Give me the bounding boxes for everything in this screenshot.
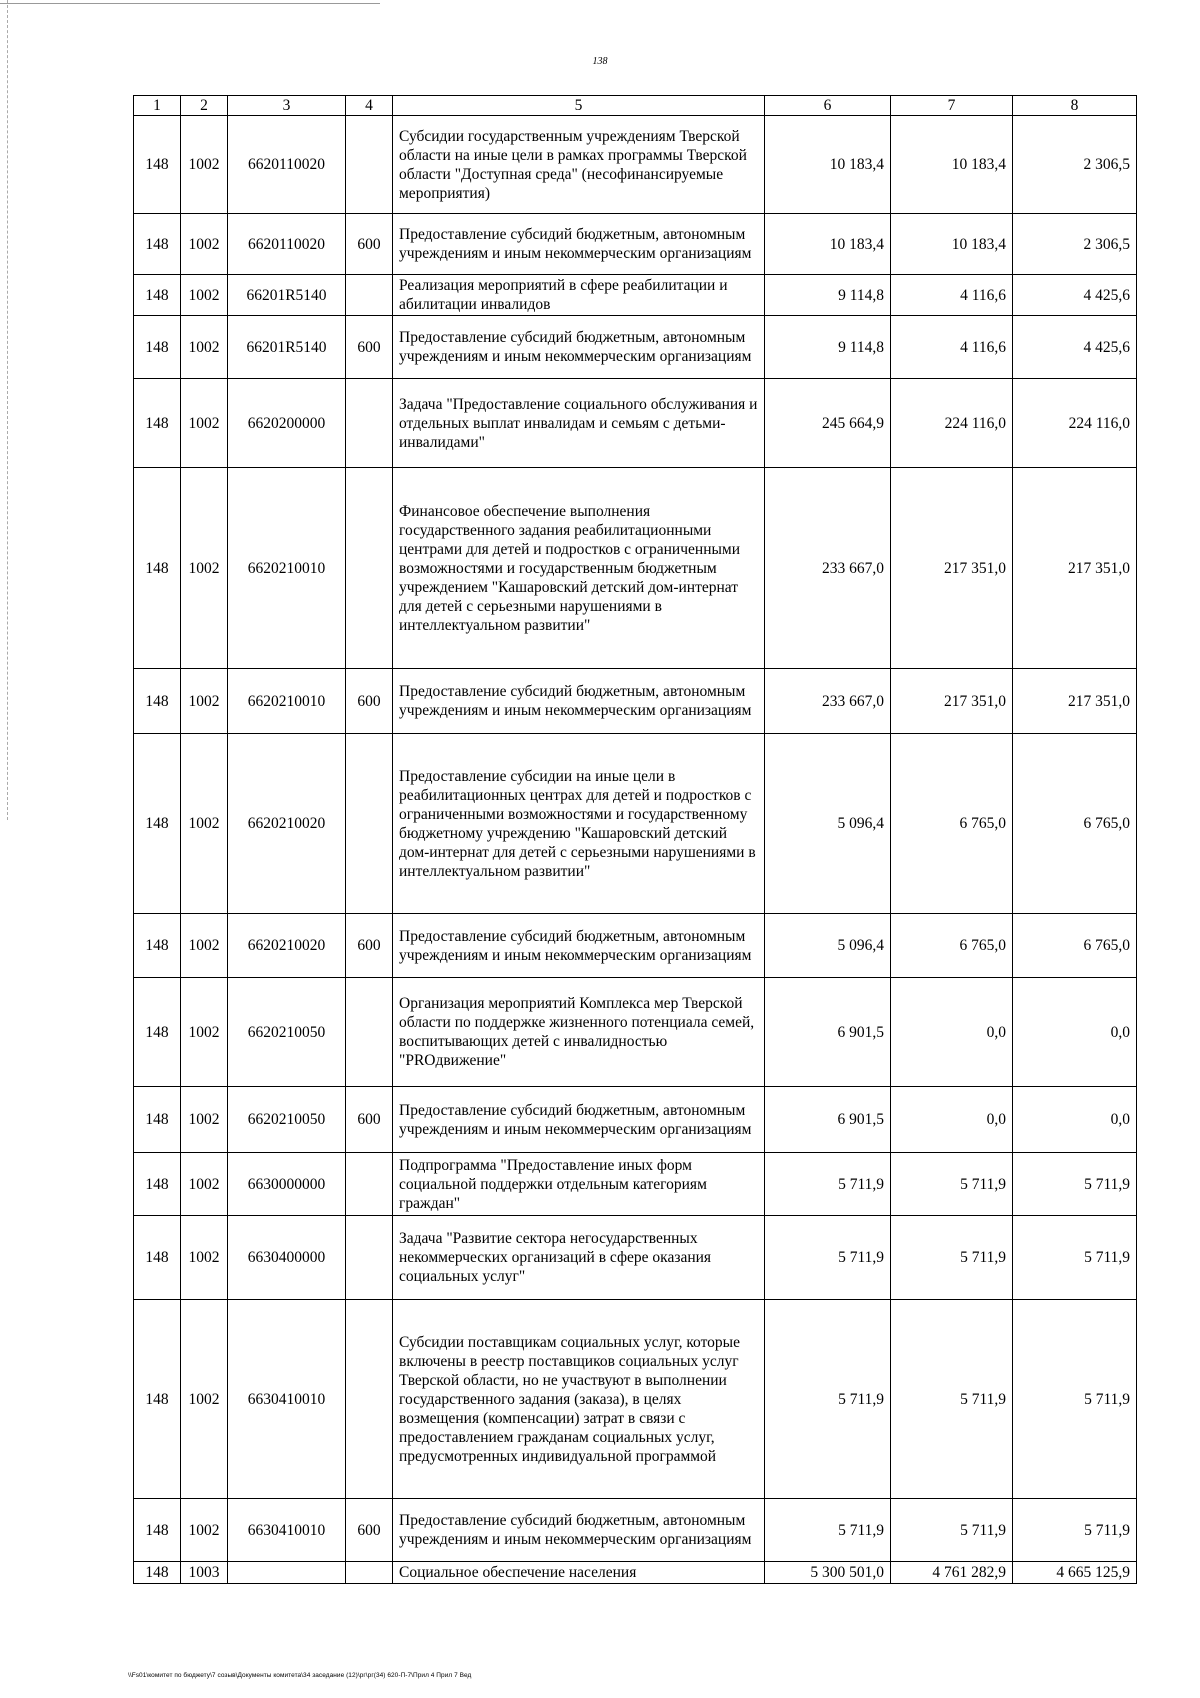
expense-type-cell: 600 (346, 1499, 393, 1562)
table-row (134, 316, 1137, 379)
column-number: 7 (891, 96, 1013, 116)
amount-cell: 10 183,4 (891, 214, 1013, 275)
target-article-cell: 6620110020 (228, 116, 346, 214)
expense-type-cell (346, 1216, 393, 1300)
section-code-cell: 1002 (181, 978, 228, 1087)
amount-cell: 5 711,9 (765, 1300, 891, 1499)
section-code-cell: 1002 (181, 116, 228, 214)
column-number: 4 (346, 96, 393, 116)
target-article-cell: 6620210010 (228, 669, 346, 734)
expense-type-cell (346, 275, 393, 316)
description-cell: Социальное обеспечение населения (393, 1562, 765, 1584)
admin-code-cell: 148 (134, 275, 181, 316)
table-row (134, 1153, 1137, 1216)
table-row (134, 116, 1137, 214)
table-row (134, 978, 1137, 1087)
expense-type-cell: 600 (346, 669, 393, 734)
amount-cell: 0,0 (891, 1087, 1013, 1153)
column-number: 3 (228, 96, 346, 116)
description-cell: Субсидии поставщикам социальных услуг, которые включены в реестр поставщиков социальных услуг Тверской области, но не участвуют в выполнении государственного задания (заказа), в целях возмещения (компенсации) затрат в связи с предоставлением гражданам социальных услуг, предусмотренных индивидуальной программой (393, 1300, 765, 1499)
expense-type-cell (346, 734, 393, 914)
target-article-cell: 6620210020 (228, 914, 346, 978)
section-code-cell: 1003 (181, 1562, 228, 1584)
expense-type-cell: 600 (346, 1087, 393, 1153)
target-article-cell: 6620210010 (228, 468, 346, 669)
table-row (134, 468, 1137, 669)
column-number: 5 (393, 96, 765, 116)
amount-cell: 217 351,0 (891, 468, 1013, 669)
admin-code-cell: 148 (134, 1087, 181, 1153)
description-cell: Реализация мероприятий в сфере реабилитации и абилитации инвалидов (393, 275, 765, 316)
amount-cell: 5 711,9 (765, 1499, 891, 1562)
section-code-cell: 1002 (181, 1216, 228, 1300)
amount-cell: 4 425,6 (1013, 275, 1137, 316)
table-row (134, 275, 1137, 316)
description-cell: Финансовое обеспечение выполнения государственного задания реабилитационными центрами для детей и подростков с ограниченными возможностями и государственным бюджетным учреждением "Кашаровский детский дом-интернат для детей с серьезными нарушениями в интеллектуальном развитии" (393, 468, 765, 669)
column-number-row (134, 96, 1137, 116)
footer-file-path: \\Fs01\комитет по бюджету\7 созыв\Документы комитета\34 заседание (12)\рг\рг(34) 620-П-7\Прил 4 Прил 7 Вед (128, 1672, 472, 1679)
admin-code-cell: 148 (134, 734, 181, 914)
admin-code-cell: 148 (134, 1499, 181, 1562)
admin-code-cell: 148 (134, 468, 181, 669)
expense-type-cell (346, 978, 393, 1087)
column-number: 2 (181, 96, 228, 116)
amount-cell: 5 711,9 (891, 1300, 1013, 1499)
amount-cell: 245 664,9 (765, 379, 891, 468)
amount-cell: 217 351,0 (1013, 468, 1137, 669)
expense-type-cell (346, 116, 393, 214)
amount-cell: 2 306,5 (1013, 214, 1137, 275)
amount-cell: 4 116,6 (891, 316, 1013, 379)
scan-gutter-line (7, 0, 9, 820)
budget-table (133, 95, 1137, 1584)
amount-cell: 5 711,9 (1013, 1216, 1137, 1300)
admin-code-cell: 148 (134, 978, 181, 1087)
table-row (134, 379, 1137, 468)
section-code-cell: 1002 (181, 1087, 228, 1153)
admin-code-cell: 148 (134, 1562, 181, 1584)
target-article-cell: 66201R5140 (228, 316, 346, 379)
section-code-cell: 1002 (181, 1499, 228, 1562)
amount-cell: 5 096,4 (765, 734, 891, 914)
section-code-cell: 1002 (181, 734, 228, 914)
amount-cell: 6 765,0 (1013, 734, 1137, 914)
amount-cell: 217 351,0 (891, 669, 1013, 734)
expense-type-cell: 600 (346, 214, 393, 275)
amount-cell: 5 711,9 (1013, 1153, 1137, 1216)
amount-cell: 4 665 125,9 (1013, 1562, 1137, 1584)
description-cell: Задача "Предоставление социального обслуживания и отдельных выплат инвалидам и семьям с детьми-инвалидами" (393, 379, 765, 468)
column-number: 8 (1013, 96, 1137, 116)
table-row (134, 1499, 1137, 1562)
amount-cell: 0,0 (1013, 978, 1137, 1087)
target-article-cell: 6630410010 (228, 1300, 346, 1499)
expense-type-cell: 600 (346, 316, 393, 379)
amount-cell: 4 116,6 (891, 275, 1013, 316)
admin-code-cell: 148 (134, 116, 181, 214)
admin-code-cell: 148 (134, 1153, 181, 1216)
amount-cell: 9 114,8 (765, 316, 891, 379)
expense-type-cell (346, 1153, 393, 1216)
table-row (134, 669, 1137, 734)
amount-cell: 5 711,9 (891, 1153, 1013, 1216)
amount-cell: 5 300 501,0 (765, 1562, 891, 1584)
amount-cell: 233 667,0 (765, 468, 891, 669)
table-row (134, 1562, 1137, 1584)
amount-cell: 4 761 282,9 (891, 1562, 1013, 1584)
amount-cell: 224 116,0 (1013, 379, 1137, 468)
amount-cell: 0,0 (891, 978, 1013, 1087)
description-cell: Предоставление субсидий бюджетным, автономным учреждениям и иным некоммерческим организациям (393, 669, 765, 734)
target-article-cell: 6620210050 (228, 978, 346, 1087)
table-row (134, 734, 1137, 914)
amount-cell: 6 901,5 (765, 1087, 891, 1153)
description-cell: Предоставление субсидий бюджетным, автономным учреждениям и иным некоммерческим организациям (393, 1499, 765, 1562)
table-row (134, 214, 1137, 275)
description-cell: Задача "Развитие сектора негосударственных некоммерческих организаций в сфере оказания социальных услуг" (393, 1216, 765, 1300)
amount-cell: 6 901,5 (765, 978, 891, 1087)
amount-cell: 5 096,4 (765, 914, 891, 978)
amount-cell: 5 711,9 (1013, 1300, 1137, 1499)
expense-type-cell (346, 468, 393, 669)
admin-code-cell: 148 (134, 1216, 181, 1300)
target-article-cell: 66201R5140 (228, 275, 346, 316)
amount-cell: 6 765,0 (891, 914, 1013, 978)
description-cell: Подпрограмма "Предоставление иных форм социальной поддержки отдельным категориям граждан" (393, 1153, 765, 1216)
table-row (134, 1300, 1137, 1499)
page-number: 138 (592, 56, 608, 67)
description-cell: Предоставление субсидий бюджетным, автономным учреждениям и иным некоммерческим организациям (393, 914, 765, 978)
amount-cell: 10 183,4 (765, 214, 891, 275)
target-article-cell (228, 1562, 346, 1584)
target-article-cell: 6630000000 (228, 1153, 346, 1216)
target-article-cell: 6620200000 (228, 379, 346, 468)
amount-cell: 224 116,0 (891, 379, 1013, 468)
expense-type-cell (346, 1562, 393, 1584)
section-code-cell: 1002 (181, 914, 228, 978)
amount-cell: 233 667,0 (765, 669, 891, 734)
amount-cell: 5 711,9 (1013, 1499, 1137, 1562)
target-article-cell: 6630400000 (228, 1216, 346, 1300)
section-code-cell: 1002 (181, 316, 228, 379)
amount-cell: 217 351,0 (1013, 669, 1137, 734)
admin-code-cell: 148 (134, 1300, 181, 1499)
description-cell: Организация мероприятий Комплекса мер Тверской области по поддержке жизненного потенциала семей, воспитывающих детей с инвалидностью "PROдвижение" (393, 978, 765, 1087)
section-code-cell: 1002 (181, 669, 228, 734)
admin-code-cell: 148 (134, 914, 181, 978)
admin-code-cell: 148 (134, 316, 181, 379)
target-article-cell: 6620210050 (228, 1087, 346, 1153)
description-cell: Предоставление субсидии на иные цели в реабилитационных центрах для детей и подростков с ограниченными возможностями и государственному бюджетному учреждению "Кашаровский детский дом-интернат для детей с серьезными нарушениями в интеллектуальном развитии" (393, 734, 765, 914)
amount-cell: 10 183,4 (765, 116, 891, 214)
expense-type-cell: 600 (346, 914, 393, 978)
amount-cell: 9 114,8 (765, 275, 891, 316)
table-row (134, 1087, 1137, 1153)
target-article-cell: 6620110020 (228, 214, 346, 275)
section-code-cell: 1002 (181, 1153, 228, 1216)
column-number: 6 (765, 96, 891, 116)
section-code-cell: 1002 (181, 379, 228, 468)
amount-cell: 5 711,9 (891, 1216, 1013, 1300)
admin-code-cell: 148 (134, 214, 181, 275)
amount-cell: 5 711,9 (765, 1216, 891, 1300)
table-row (134, 1216, 1137, 1300)
amount-cell: 5 711,9 (891, 1499, 1013, 1562)
admin-code-cell: 148 (134, 669, 181, 734)
expense-type-cell (346, 379, 393, 468)
section-code-cell: 1002 (181, 468, 228, 669)
section-code-cell: 1002 (181, 214, 228, 275)
amount-cell: 4 425,6 (1013, 316, 1137, 379)
section-code-cell: 1002 (181, 1300, 228, 1499)
amount-cell: 2 306,5 (1013, 116, 1137, 214)
description-cell: Субсидии государственным учреждениям Тверской области на иные цели в рамках программы Тверской области "Доступная среда" (несофинансируемые мероприятия) (393, 116, 765, 214)
scan-edge-line (0, 3, 380, 5)
column-number: 1 (134, 96, 181, 116)
admin-code-cell: 148 (134, 379, 181, 468)
target-article-cell: 6630410010 (228, 1499, 346, 1562)
amount-cell: 6 765,0 (1013, 914, 1137, 978)
amount-cell: 0,0 (1013, 1087, 1137, 1153)
description-cell: Предоставление субсидий бюджетным, автономным учреждениям и иным некоммерческим организациям (393, 214, 765, 275)
amount-cell: 5 711,9 (765, 1153, 891, 1216)
amount-cell: 10 183,4 (891, 116, 1013, 214)
target-article-cell: 6620210020 (228, 734, 346, 914)
description-cell: Предоставление субсидий бюджетным, автономным учреждениям и иным некоммерческим организациям (393, 316, 765, 379)
table-row (134, 914, 1137, 978)
expense-type-cell (346, 1300, 393, 1499)
section-code-cell: 1002 (181, 275, 228, 316)
description-cell: Предоставление субсидий бюджетным, автономным учреждениям и иным некоммерческим организациям (393, 1087, 765, 1153)
amount-cell: 6 765,0 (891, 734, 1013, 914)
